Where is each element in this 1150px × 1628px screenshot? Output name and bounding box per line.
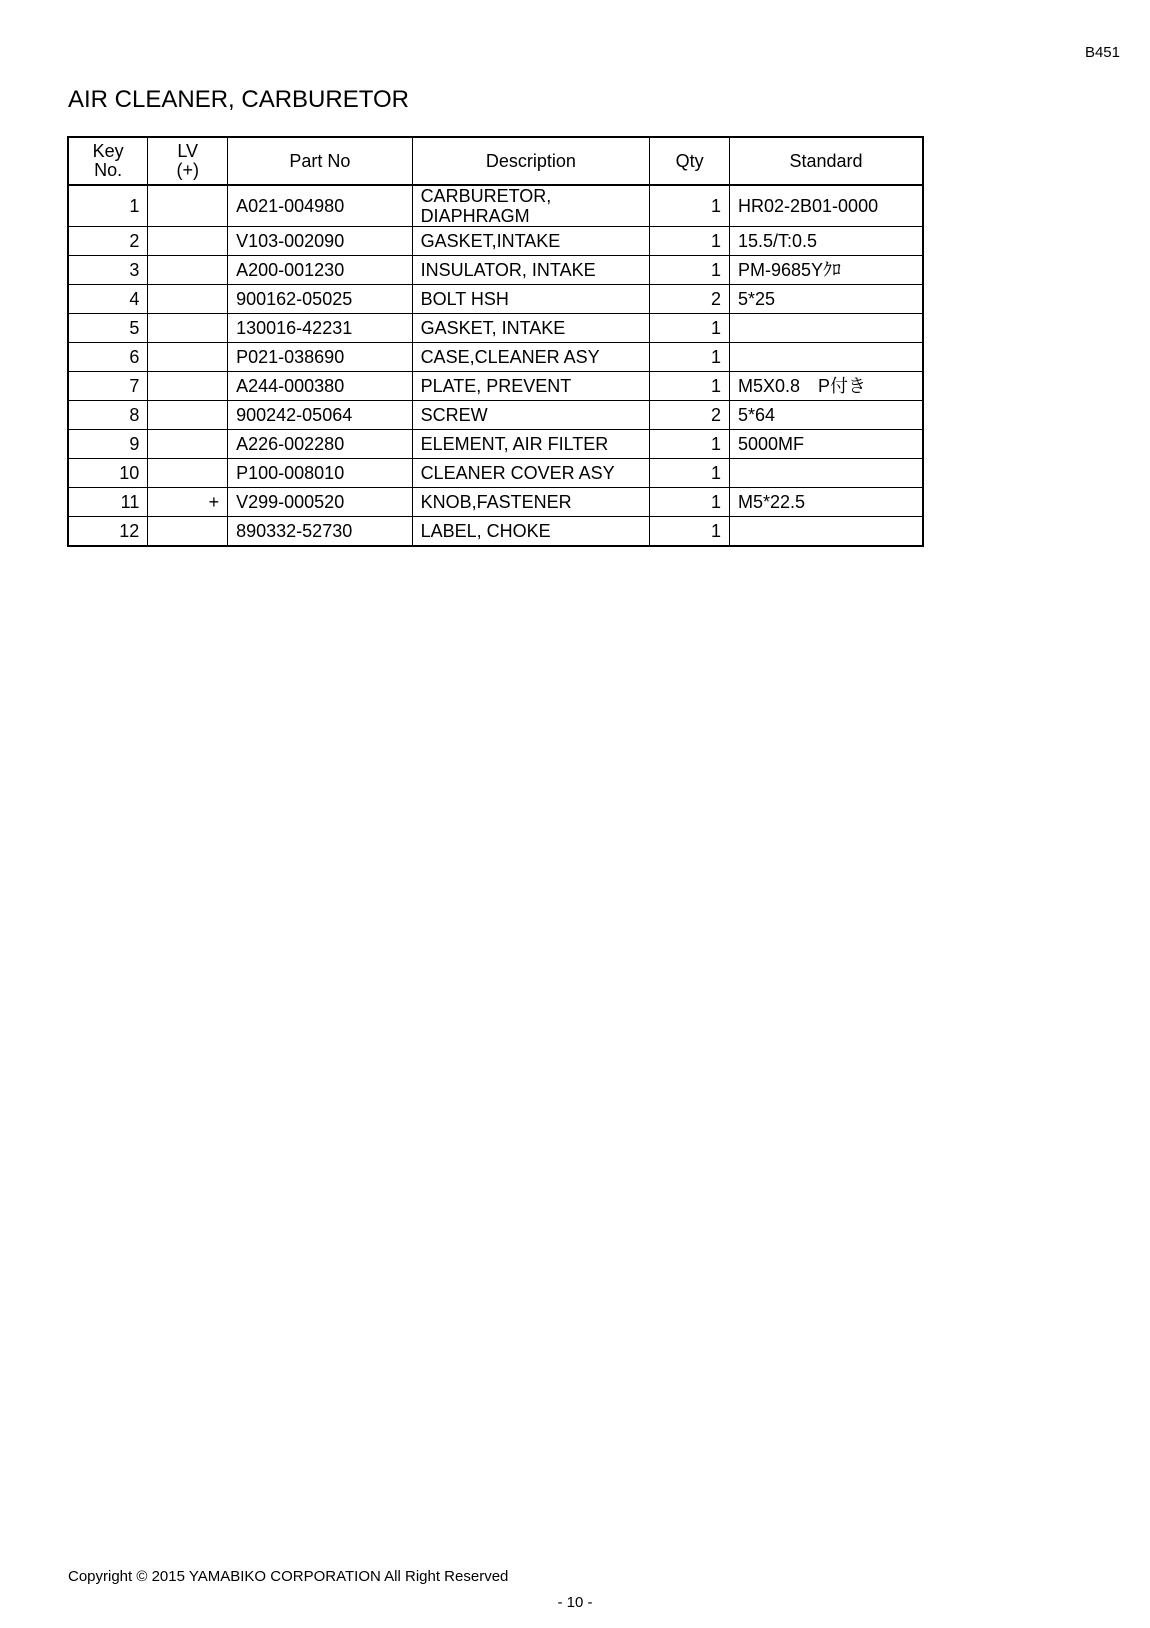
copyright-notice: Copyright © 2015 YAMABIKO CORPORATION All Right Reserved [68,1568,509,1585]
part-no-cell: A200-001230 [228,256,412,285]
description-cell: GASKET,INTAKE [412,227,650,256]
lv-cell [148,285,228,314]
table-row [68,343,923,372]
qty-cell: 1 [650,227,730,256]
col-header-lv-line1: LV [177,141,199,161]
lv-cell [148,517,228,547]
description-cell: CASE,CLEANER ASY [412,343,650,372]
key-no-cell: 7 [68,372,148,401]
lv-cell [148,227,228,256]
qty-cell: 2 [650,401,730,430]
description-cell: KNOB,FASTENER [412,488,650,517]
table-row [68,459,923,488]
part-no-cell: 900242-05064 [228,401,412,430]
col-header-key-no [68,137,148,185]
model-code: B451 [1084,44,1120,61]
standard-cell [730,459,924,488]
table-row [68,372,923,401]
lv-cell [148,256,228,285]
table-row [68,430,923,459]
table-row [68,517,923,547]
description-cell: CLEANER COVER ASY [412,459,650,488]
table-row [68,185,923,227]
description-cell [412,185,650,227]
standard-cell: PM-9685Yｸﾛ [730,256,924,285]
col-header-standard: Standard [730,137,924,185]
standard-cell [730,517,924,547]
col-header-lv-line2: (+) [176,160,199,180]
table-row [68,227,923,256]
key-no-cell: 5 [68,314,148,343]
description-cell: GASKET, INTAKE [412,314,650,343]
standard-cell: 15.5/T:0.5 [730,227,924,256]
qty-cell: 1 [650,517,730,547]
description-cell: BOLT HSH [412,285,650,314]
part-no-cell: P021-038690 [228,343,412,372]
standard-cell: HR02-2B01-0000 [730,185,924,227]
part-no-cell: 900162-05025 [228,285,412,314]
part-no-cell: P100-008010 [228,459,412,488]
key-no-cell: 11 [68,488,148,517]
description-cell: SCREW [412,401,650,430]
parts-table [67,136,924,547]
col-header-part-no: Part No [228,137,412,185]
lv-cell [148,372,228,401]
col-header-qty: Qty [650,137,730,185]
key-no-cell: 6 [68,343,148,372]
standard-cell: 5000MF [730,430,924,459]
part-no-cell: A021-004980 [228,185,412,227]
key-no-cell: 10 [68,459,148,488]
qty-cell: 1 [650,185,730,227]
part-no-cell: 890332-52730 [228,517,412,547]
description-cell: ELEMENT, AIR FILTER [412,430,650,459]
qty-cell: 1 [650,343,730,372]
page-title: AIR CLEANER, CARBURETOR [68,86,409,113]
col-header-description: Description [412,137,650,185]
key-no-cell: 8 [68,401,148,430]
key-no-cell: 2 [68,227,148,256]
lv-cell [148,430,228,459]
col-header-lv [148,137,228,185]
col-header-key-line2: No. [94,160,123,180]
description-line2: DIAPHRAGM [420,206,530,226]
part-no-cell: V103-002090 [228,227,412,256]
table-row [68,314,923,343]
key-no-cell: 3 [68,256,148,285]
qty-cell: 1 [650,488,730,517]
lv-cell [148,314,228,343]
standard-cell: M5X0.8 P付き [730,372,924,401]
table-row [68,401,923,430]
qty-cell: 1 [650,459,730,488]
lv-cell [148,459,228,488]
qty-cell: 2 [650,285,730,314]
standard-cell [730,343,924,372]
description-line1: CARBURETOR, [420,186,552,206]
table-header-row [68,137,923,185]
part-no-cell: A226-002280 [228,430,412,459]
table-row [68,488,923,517]
table-row [68,285,923,314]
part-no-cell: 130016-42231 [228,314,412,343]
lv-cell [148,401,228,430]
standard-cell [730,314,924,343]
standard-cell: 5*25 [730,285,924,314]
qty-cell: 1 [650,372,730,401]
col-header-key-line1: Key [92,141,124,161]
key-no-cell: 9 [68,430,148,459]
key-no-cell: 1 [68,185,148,227]
page-number: - 10 - [557,1594,593,1611]
qty-cell: 1 [650,256,730,285]
qty-cell: 1 [650,430,730,459]
part-no-cell: A244-000380 [228,372,412,401]
lv-cell [148,343,228,372]
description-cell: LABEL, CHOKE [412,517,650,547]
qty-cell: 1 [650,314,730,343]
lv-cell [148,185,228,227]
lv-cell: + [148,488,228,517]
table-row [68,256,923,285]
description-cell: INSULATOR, INTAKE [412,256,650,285]
key-no-cell: 4 [68,285,148,314]
standard-cell: 5*64 [730,401,924,430]
part-no-cell: V299-000520 [228,488,412,517]
description-cell: PLATE, PREVENT [412,372,650,401]
standard-cell: M5*22.5 [730,488,924,517]
key-no-cell: 12 [68,517,148,547]
